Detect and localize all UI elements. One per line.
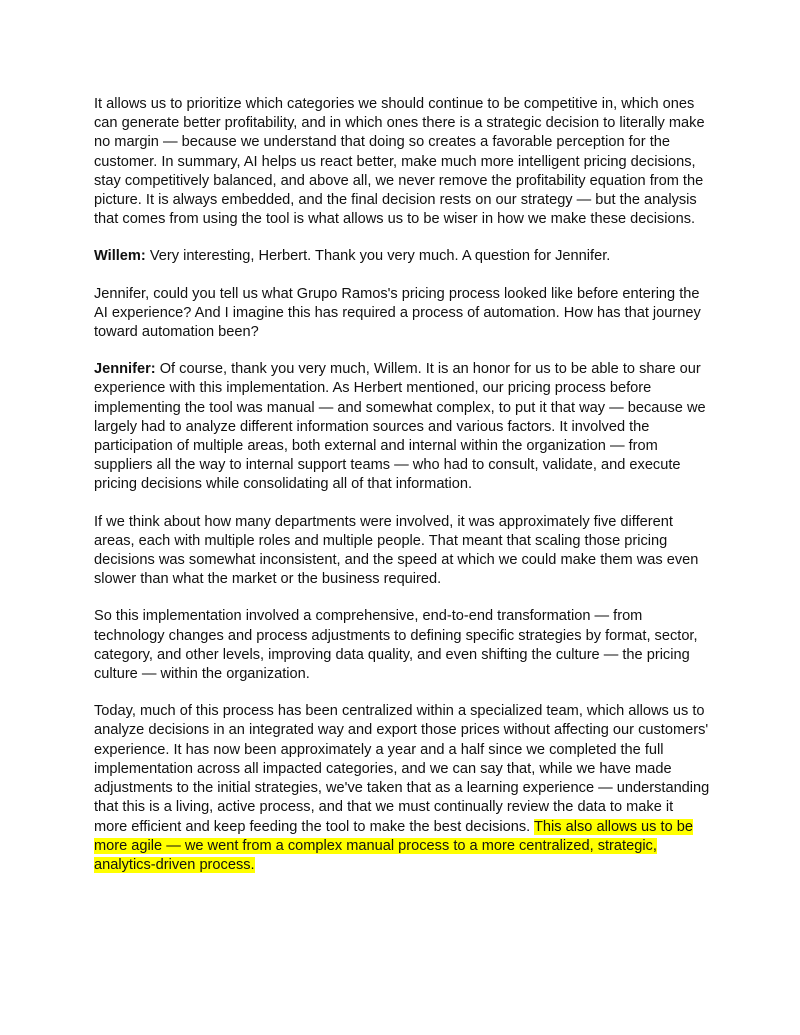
highlighted-text: This also allows us to be more agile — we went from a complex manual process to a more centralized, strategic, analytics-driven process. [94, 818, 693, 873]
paragraph-1: It allows us to prioritize which categories we should continue to be competitive in, which ones can generate better profitability, and in which ones there is a strategic decision to literally make no margin — because we understand that doing so creates a favorable perception for the customer. In summary, AI helps us react better, make much more intelligent pricing decisions, stay competitively balanced, and above all, we never remove the profitability equation from the picture. It is always embedded, and the final decision rests on our strategy — but the analysis that comes from using the tool is what allows us to be wiser in how we make these decisions. [94, 96, 705, 228]
speaker-willem: Willem: [94, 248, 146, 265]
paragraph-4 [94, 360, 710, 494]
paragraph-4-text: Of course, thank you very much, Willem. It is an honor for us to be able to share our experience with this implementation. As Herbert mentioned, our pricing process before implementing the tool was manual — and somewhat complex, to put it that way — because we largely had to analyze different information sources and various factors. It involved the participation of multiple areas, both external and internal within the organization — from suppliers all the way to internal support teams — who had to consult, validate, and execute pricing decisions while consolidating all of that information. [94, 361, 706, 493]
speaker-jennifer: Jennifer: [94, 361, 156, 378]
paragraph-5: If we think about how many departments were involved, it was approximately five different areas, each with multiple roles and multiple people. That meant that scaling those pricing decisions was somewhat inconsistent, and the speed at which we could make them was even slower than what the market or the business required. [94, 513, 699, 588]
paragraph-6: So this implementation involved a comprehensive, end-to-end transformation — from technology changes and process adjustments to defining specific strategies by format, sector, category, and other levels, improving data quality, and even shifting the culture — the pricing culture — within the organization. [94, 608, 698, 683]
paragraph-2 [94, 247, 710, 266]
paragraph-7-text: Today, much of this process has been centralized within a specialized team, which allows us to analyze decisions in an integrated way and export those prices without affecting our customers' experience. It has now been approximately a year and a half since we completed the full implementation across all impacted categories, and we can say that, while we have made adjustments to the initial strategies, we've taken that as a learning experience — understanding that this is a living, active process, and that we must continually review the data to make it more efficient and keep feeding the tool to make the best decisions. [94, 703, 710, 835]
paragraph-2-text: Very interesting, Herbert. Thank you very much. A question for Jennifer. [145, 248, 611, 265]
paragraph-7 [94, 702, 710, 875]
paragraph-3: Jennifer, could you tell us what Grupo Ramos's pricing process looked like before entering the AI experience? And I imagine this has required a process of automation. How has that journey toward automation been? [94, 285, 701, 341]
